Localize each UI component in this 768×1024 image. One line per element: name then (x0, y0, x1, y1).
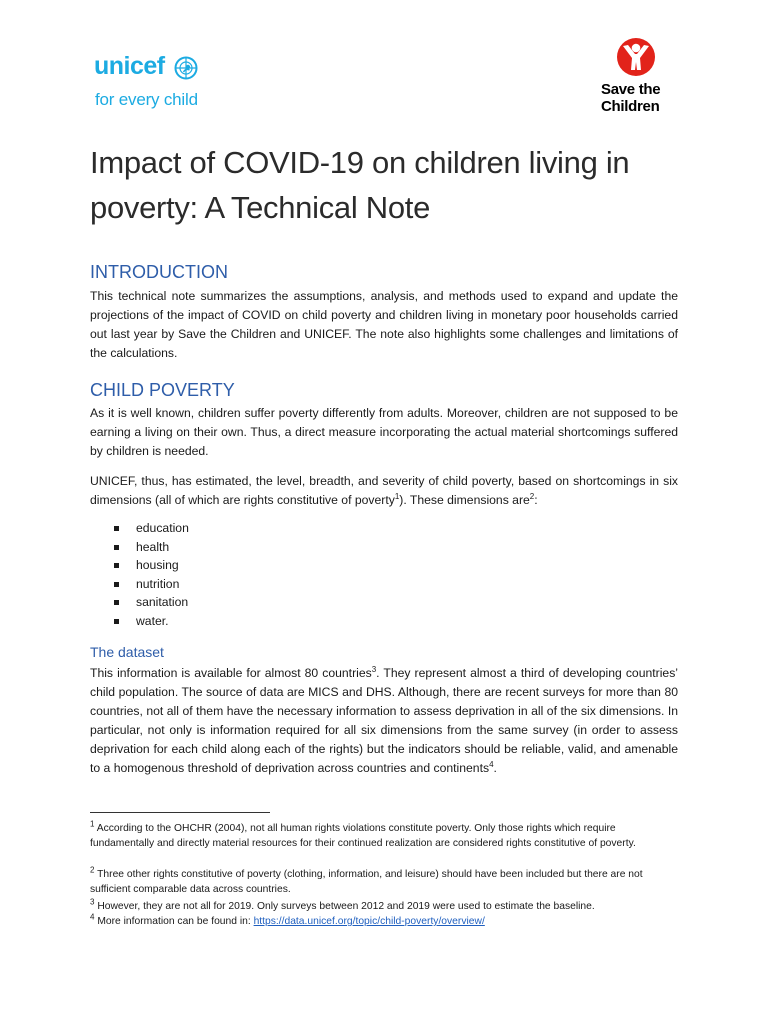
footnote-ref-3[interactable]: 3 (371, 664, 377, 674)
dimension-label: health (136, 539, 170, 554)
footnote-4 (90, 914, 680, 929)
un-globe-icon (173, 55, 199, 81)
child-figure-icon (616, 37, 656, 77)
bullet-square-icon (114, 619, 119, 624)
unicef-tagline: for every child (95, 90, 198, 109)
save-the-children-logo (596, 37, 680, 119)
list-item (114, 538, 189, 557)
dimension-label: sanitation (136, 595, 189, 610)
dimension-label: housing (136, 558, 179, 573)
footnote-text: According to the OHCHR (2004), not all human rights violations constitute poverty. Only those rights which require fundamentally and directly material resources for their continued realization are considered rights constitutive of poverty. (90, 823, 636, 850)
dataset-text-c: . (493, 761, 497, 775)
stc-line-1: Save the (601, 81, 661, 98)
footnote-text: More information can be found in: (94, 916, 254, 927)
dataset-heading: The dataset (90, 644, 164, 660)
save-the-children-wordmark (601, 81, 660, 115)
footnote-2 (90, 867, 680, 898)
child-poverty-paragraph-1: As it is well known, children suffer poverty differently from adults. Moreover, children are not supposed to be earning a living on their own. Thus, a direct measure incorporating the actual material shortcomings suffered by children is needed. (90, 406, 678, 458)
bullet-square-icon (114, 600, 119, 605)
para2-text-c: : (534, 493, 538, 507)
footnote-text: Three other rights constitutive of poverty (clothing, information, and leisure) should have been included but there are not sufficient comparable data across countries. (90, 869, 643, 896)
introduction-paragraph: This technical note summarizes the assumptions, analysis, and methods used to expand and update the projections of the impact of COVID on child poverty and children living in monetary poor households carried out last year by Save the Children and UNICEF. The note also highlights some challenges and limitations of the calculations. (90, 289, 678, 360)
dimensions-list (114, 519, 189, 631)
title-line-2: poverty: A Technical Note (90, 190, 431, 225)
dataset-text-a: This information is available for almost 80 countries (90, 666, 372, 680)
unicef-wordmark: unicef (94, 52, 165, 80)
footnote-ref-4[interactable]: 4 (489, 759, 494, 769)
dimension-label: water. (136, 613, 169, 628)
footnote-number: 2 (90, 865, 95, 875)
footnote-3 (90, 899, 680, 914)
introduction-heading: INTRODUCTION (90, 262, 228, 282)
bullet-square-icon (114, 526, 119, 531)
footnote-text: However, they are not all for 2019. Only surveys between 2012 and 2019 were used to estimate the baseline. (94, 901, 595, 912)
footnote-divider (90, 812, 270, 813)
para2-text-a: UNICEF, thus, has estimated, the level, breadth, and severity of child poverty, based on shortcomings in six dimensions (all of which are rights constitutive of poverty (90, 474, 678, 507)
child-poverty-heading: CHILD POVERTY (90, 380, 235, 400)
list-item (114, 612, 189, 631)
para2-text-b: ). These dimensions are (399, 493, 530, 507)
list-item (114, 556, 189, 575)
footnote-1 (90, 821, 680, 852)
bullet-square-icon (114, 563, 119, 568)
dataset-text-b: . They represent almost a third of developing countries’ child population. The source of data are MICS and DHS. Although, there are recent surveys for more than 80 countries, not all of them have the necessary information to assess deprivation in all of the six dimensions. In particular, not only is information required for all six dimensions from the same survey (in order to assess deprivation for each child along each of the rights) but the indicators should be reliable, valid, and amenable to a homogenous threshold of deprivation across countries and continents (90, 666, 678, 775)
footnote-number: 1 (90, 819, 95, 829)
bullet-square-icon (114, 582, 119, 587)
list-item (114, 575, 189, 594)
dimension-label: education (136, 521, 189, 535)
dataset-paragraph (90, 664, 678, 778)
document-title (90, 140, 690, 230)
unicef-logo (94, 52, 224, 122)
title-line-1: Impact of COVID-19 on children living in (90, 145, 630, 180)
footnote-number: 4 (90, 912, 95, 922)
dimension-label: nutrition (136, 576, 180, 591)
child-poverty-paragraph-2 (90, 472, 678, 510)
child-poverty-link[interactable]: https://data.unicef.org/topic/child-poverty/overview/ (253, 916, 485, 927)
list-item (114, 519, 189, 538)
footnote-number: 3 (90, 897, 95, 907)
bullet-square-icon (114, 545, 119, 550)
footnote-ref-1[interactable]: 1 (394, 491, 400, 501)
list-item (114, 593, 189, 612)
footnote-ref-2[interactable]: 2 (529, 491, 535, 501)
stc-line-2: Children (601, 98, 660, 115)
